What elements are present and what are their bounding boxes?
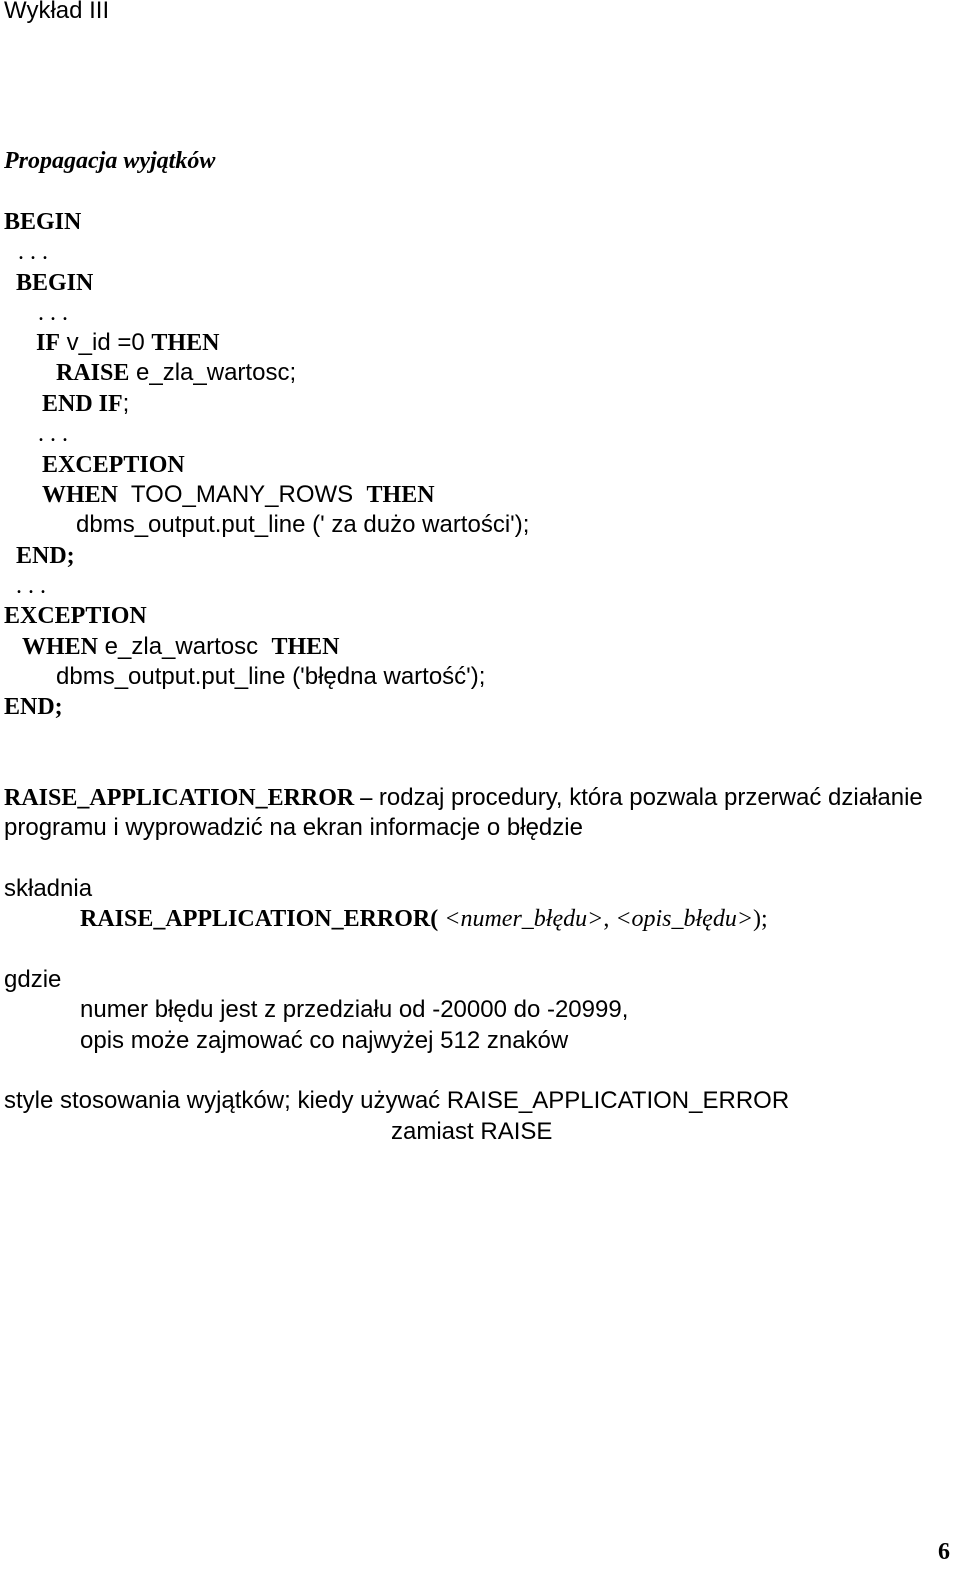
syntax-arg: <opis_błędu>: [615, 906, 754, 932]
where-label: gdzie: [4, 966, 62, 993]
code-line: [42, 480, 435, 510]
code-line: BEGIN: [16, 270, 94, 296]
definition-term: RAISE_APPLICATION_ERROR –: [4, 785, 373, 811]
code-text: ;: [122, 390, 130, 417]
syntax-separator: ,: [603, 906, 616, 932]
code-line: EXCEPTION: [4, 603, 147, 629]
code-text: e_zla_wartosc: [98, 633, 272, 660]
code-keyword: THEN: [271, 634, 340, 660]
code-line: [42, 389, 129, 419]
syntax-function-name: RAISE_APPLICATION_ERROR(: [80, 906, 439, 932]
where-line: numer błędu jest z przedziału od -20000 do -20999,: [80, 996, 629, 1023]
section-title: Propagacja wyjątków: [4, 148, 216, 174]
definition-line: programu i wyprowadzić na ekran informacje o błędzie: [4, 814, 583, 841]
code-line: [22, 632, 339, 662]
code-keyword: RAISE: [56, 360, 130, 386]
definition-text: rodzaj procedury, która pozwala przerwać działanie: [372, 784, 923, 811]
code-line: . . .: [38, 421, 68, 447]
code-line: . . .: [16, 573, 46, 599]
code-line: BEGIN: [4, 209, 82, 235]
where-line: opis może zajmować co najwyżej 512 znaków: [80, 1027, 569, 1054]
definition-line: [4, 783, 923, 813]
code-keyword: END: [42, 391, 93, 417]
page-header: Wykład III: [4, 0, 110, 24]
code-text: e_zla_wartosc;: [129, 359, 297, 386]
code-line: dbms_output.put_line (' za dużo wartości');: [76, 511, 530, 538]
code-line: EXCEPTION: [42, 452, 185, 478]
code-text: TOO_MANY_ROWS: [118, 481, 367, 508]
syntax-label: składnia: [4, 875, 93, 902]
code-line: . . .: [18, 239, 48, 265]
code-keyword: IF: [36, 330, 60, 356]
code-keyword: THEN: [151, 330, 220, 356]
code-line: dbms_output.put_line ('błędna wartość');: [56, 663, 486, 690]
code-line: END;: [16, 543, 75, 569]
style-line: zamiast RAISE: [391, 1118, 553, 1145]
code-keyword: IF: [92, 391, 123, 417]
code-line: END;: [4, 694, 63, 720]
code-line: . . .: [38, 300, 68, 326]
style-line: style stosowania wyjątków; kiedy używać RAISE_APPLICATION_ERROR: [4, 1087, 790, 1114]
syntax-call: [80, 904, 768, 934]
syntax-end: );: [753, 906, 768, 932]
code-keyword: WHEN: [42, 482, 119, 508]
syntax-arg: <numer_błędu>: [438, 906, 604, 932]
code-line: [56, 358, 296, 388]
code-text: v_id =0: [60, 329, 152, 356]
code-line: [36, 328, 219, 358]
page-number: 6: [938, 1539, 950, 1565]
code-keyword: WHEN: [22, 634, 99, 660]
code-keyword: THEN: [366, 482, 435, 508]
